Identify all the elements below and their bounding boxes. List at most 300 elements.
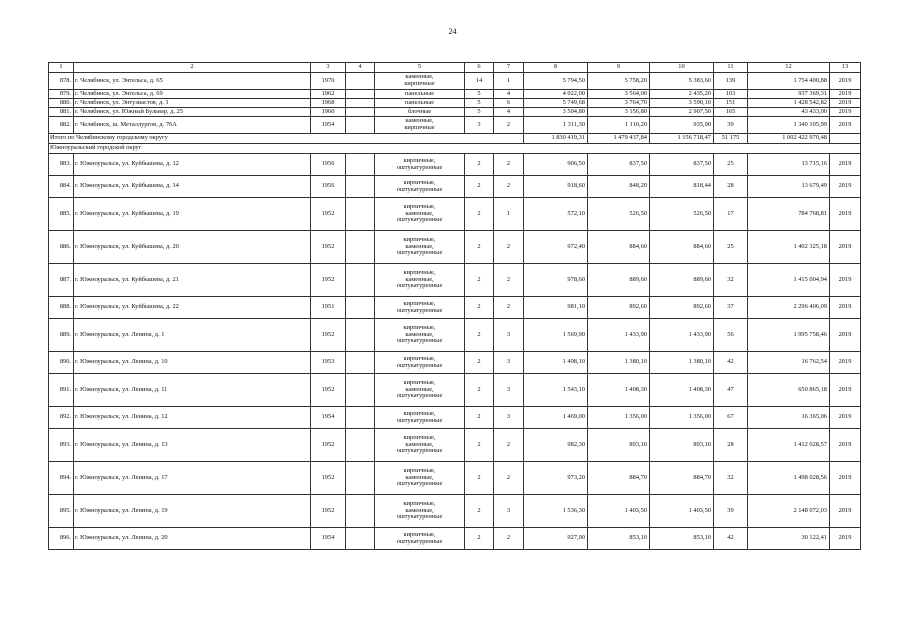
plan-year-cell: 2019 [830,154,861,176]
material-line: кирпичные, [403,378,436,386]
resident-area-cell: 1 356,00 [650,407,714,429]
resident-area-cell: 892,60 [650,297,714,319]
column-header: 1 [49,63,74,73]
plan-year-cell: 2019 [830,99,861,108]
material-line: каменные, [405,506,434,514]
summary-living-area: 1 479 437,84 [588,134,650,144]
empty-cell [346,462,375,495]
year-built-cell: 1952 [311,264,346,297]
year-built-cell: 1951 [311,297,346,319]
column-header: 7 [494,63,524,73]
resident-area-cell: 1 408,30 [650,374,714,407]
cost-cell: 1 498 028,56 [748,462,830,495]
table-row [49,231,861,264]
address-cell: г. Челябинск, ул. Южный Бульвар, д. 25 [74,108,311,117]
wall-material-cell [375,264,465,297]
row-number: 895. [49,495,74,528]
empty-cell [346,319,375,352]
cost-cell: 2 296 406,09 [748,297,830,319]
summary-label: Итого по Челябинскому городскому округу [49,134,524,144]
year-built-cell: 1970 [311,73,346,90]
material-line: оштукатуренные [396,249,443,257]
plan-year-cell: 2019 [830,429,861,462]
summary-cost: 1 002 422 970,48 [748,134,830,144]
summary-resident-area: 1 156 718,47 [650,134,714,144]
material-line: оштукатуренные [396,306,443,314]
total-area-cell: 1 498,10 [524,352,588,374]
entrances-cell: 3 [494,407,524,429]
material-line: оштукатуренные [396,282,443,290]
section-title: Южноуральский городской округ [49,144,861,154]
material-line: кирпичные, [403,178,436,186]
year-built-cell: 1954 [311,407,346,429]
resident-area-cell: 837,50 [650,154,714,176]
total-area-cell: 1 569,90 [524,319,588,352]
cost-cell: 1 415 004,94 [748,264,830,297]
row-number: 887. [49,264,74,297]
residents-cell: 67 [714,407,748,429]
residents-cell: 28 [714,429,748,462]
row-number: 893. [49,429,74,462]
address-cell: г. Южноуральск, ул. Куйбышева, д. 21 [74,264,311,297]
material-line: кирпичные, [403,299,436,307]
floors-cell: 2 [465,495,494,528]
empty-cell [346,154,375,176]
resident-area-cell: 884,70 [650,462,714,495]
material-line: кирпичные [404,124,435,131]
resident-area-cell: 2 907,50 [650,108,714,117]
column-header: 5 [375,63,465,73]
total-area-cell: 972,40 [524,231,588,264]
living-area-cell: 1 403,50 [588,495,650,528]
wall-material-cell [375,176,465,198]
table-row [49,108,861,117]
column-header: 2 [74,63,311,73]
material-line: оштукатуренные [396,416,443,424]
year-built-cell: 1952 [311,319,346,352]
wall-material-cell [375,154,465,176]
plan-year-cell: 2019 [830,297,861,319]
cost-cell: 13 715,16 [748,154,830,176]
residents-cell: 28 [714,176,748,198]
plan-year-cell: 2019 [830,319,861,352]
residents-cell: 139 [714,73,748,90]
material-line: каменные, [405,440,434,448]
table-row [49,407,861,429]
living-area-cell: 1 433,90 [588,319,650,352]
row-number: 889. [49,319,74,352]
year-built-cell: 1952 [311,231,346,264]
empty-cell [346,528,375,550]
resident-area-cell: 893,10 [650,429,714,462]
cost-cell: 1 428 542,82 [748,99,830,108]
residents-cell: 56 [714,319,748,352]
plan-year-cell: 2019 [830,495,861,528]
entrances-cell: 4 [494,108,524,117]
empty-cell [346,264,375,297]
table-row [49,352,861,374]
entrances-cell: 1 [494,73,524,90]
empty-cell [346,117,375,134]
resident-area-cell: 3 590,10 [650,99,714,108]
table-row [49,264,861,297]
address-cell: г. Челябинск, ш. Металлургов, д. 76А [74,117,311,134]
address-cell: г. Южноуральск, ул. Ленина, д. 17 [74,462,311,495]
living-area-cell: 1 356,00 [588,407,650,429]
living-area-cell: 848,20 [588,176,650,198]
wall-material-cell [375,319,465,352]
total-area-cell: 5 749,68 [524,99,588,108]
living-area-cell: 3 156,80 [588,108,650,117]
plan-year-cell: 2019 [830,117,861,134]
column-header: 13 [830,63,861,73]
floors-cell: 2 [465,429,494,462]
cost-cell: 1 412 028,57 [748,429,830,462]
resident-area-cell: 2 435,20 [650,90,714,99]
cost-cell: 43 433,00 [748,108,830,117]
residents-cell: 25 [714,154,748,176]
entrances-cell: 2 [494,429,524,462]
row-number: 888. [49,297,74,319]
living-area-cell: 3 764,70 [588,99,650,108]
total-area-cell: 906,50 [524,154,588,176]
total-area-cell: 572,10 [524,198,588,231]
resident-area-cell: 935,90 [650,117,714,134]
cost-cell: 2 148 072,03 [748,495,830,528]
material-line: кирпичные, [403,354,436,362]
plan-year-cell: 2019 [830,176,861,198]
column-header: 9 [588,63,650,73]
living-area-cell: 853,10 [588,528,650,550]
floors-cell: 2 [465,198,494,231]
address-cell: г. Челябинск, ул. Энгельса, д. 65 [74,73,311,90]
wall-material-cell [375,231,465,264]
row-number: 881. [49,108,74,117]
wall-material-cell [375,462,465,495]
resident-area-cell: 884,60 [650,231,714,264]
living-area-cell: 5 758,20 [588,73,650,90]
material-line: каменные, [405,117,434,125]
floors-cell: 2 [465,462,494,495]
cost-cell: 784 768,81 [748,198,830,231]
floors-cell: 2 [465,176,494,198]
entrances-cell: 3 [494,495,524,528]
floors-cell: 2 [465,154,494,176]
empty-cell [346,374,375,407]
year-built-cell: 1956 [311,176,346,198]
plan-year-cell: 2019 [830,108,861,117]
material-line: каменные, [405,330,434,338]
empty-cell [346,429,375,462]
plan-year-cell: 2019 [830,374,861,407]
entrances-cell: 2 [494,528,524,550]
entrances-cell: 2 [494,117,524,134]
year-built-cell: 1956 [311,154,346,176]
material-line: блочные [407,107,432,115]
resident-area-cell: 5 383,60 [650,73,714,90]
year-built-cell: 1954 [311,117,346,134]
address-cell: г. Южноуральск, ул. Ленина, д. 11 [74,374,311,407]
living-area-cell: 889,60 [588,264,650,297]
address-cell: г. Южноуральск, ул. Ленина, д. 19 [74,495,311,528]
floors-cell: 2 [465,352,494,374]
floors-cell: 2 [465,231,494,264]
total-area-cell: 1 536,30 [524,495,588,528]
chelyabinsk-rows [49,73,861,134]
year-built-cell: 1962 [311,90,346,99]
floors-cell: 14 [465,73,494,90]
total-area-cell: 1 543,10 [524,374,588,407]
empty-cell [346,73,375,90]
entrances-cell: 4 [494,90,524,99]
table-row [49,176,861,198]
column-header: 3 [311,63,346,73]
address-cell: г. Южноуральск, ул. Куйбышева, д. 22 [74,297,311,319]
summary-total-area: 1 830 419,31 [524,134,588,144]
row-number: 879. [49,90,74,99]
living-area-cell: 837,50 [588,154,650,176]
resident-area-cell: 1 403,50 [650,495,714,528]
wall-material-cell [375,528,465,550]
row-number: 883. [49,154,74,176]
wall-material-cell [375,495,465,528]
year-built-cell: 1953 [311,352,346,374]
table-row [49,374,861,407]
cost-cell: 1 402 325,18 [748,231,830,264]
housing-register-table [48,62,861,550]
empty-cell [346,90,375,99]
resident-area-cell: 853,10 [650,528,714,550]
table-row [49,462,861,495]
section-row [49,144,861,154]
table-row [49,297,861,319]
total-area-cell: 982,30 [524,429,588,462]
wall-material-cell [375,374,465,407]
material-line: каменные, [405,385,434,393]
plan-year-cell: 2019 [830,462,861,495]
year-built-cell: 1960 [311,108,346,117]
resident-area-cell: 526,50 [650,198,714,231]
plan-year-cell: 2019 [830,407,861,429]
cost-cell: 16 762,54 [748,352,830,374]
plan-year-cell: 2019 [830,264,861,297]
residents-cell: 39 [714,117,748,134]
material-line: оштукатуренные [396,392,443,400]
resident-area-cell: 1 433,90 [650,319,714,352]
floors-cell: 5 [465,108,494,117]
address-cell: г. Южноуральск, ул. Куйбышева, д. 19 [74,198,311,231]
floors-cell: 2 [465,528,494,550]
empty-cell [346,352,375,374]
material-line: каменные, [405,209,434,217]
material-line: кирпичные, [403,268,436,276]
table-row [49,528,861,550]
living-area-cell: 526,50 [588,198,650,231]
table-row [49,154,861,176]
total-area-cell: 918,60 [524,176,588,198]
wall-material-cell [375,407,465,429]
material-line: оштукатуренные [396,480,443,488]
cost-cell: 1 340 105,99 [748,117,830,134]
wall-material-cell [375,90,465,99]
material-line: каменные, [405,242,434,250]
plan-year-cell: 2019 [830,90,861,99]
resident-area-cell: 889,60 [650,264,714,297]
empty-cell [346,108,375,117]
table-row [49,90,861,99]
row-number: 886. [49,231,74,264]
table-row [49,99,861,108]
address-cell: г. Южноуральск, ул. Куйбышева, д. 12 [74,154,311,176]
material-line: кирпичные, [403,499,436,507]
column-header: 6 [465,63,494,73]
material-line: кирпичные, [403,202,436,210]
material-line: оштукатуренные [396,185,443,193]
entrances-cell: 2 [494,154,524,176]
entrances-cell: 2 [494,264,524,297]
residents-cell: 151 [714,99,748,108]
table-row [49,73,861,90]
cost-cell: 13 679,49 [748,176,830,198]
material-line: кирпичные [404,80,435,87]
plan-year-cell: 2019 [830,198,861,231]
row-number: 894. [49,462,74,495]
residents-cell: 42 [714,528,748,550]
residents-cell: 37 [714,297,748,319]
row-number: 885. [49,198,74,231]
residents-cell: 42 [714,352,748,374]
address-cell: г. Южноуральск, ул. Ленина, д. 10 [74,352,311,374]
material-line: кирпичные, [403,466,436,474]
empty-cell [346,495,375,528]
residents-cell: 39 [714,495,748,528]
material-line: оштукатуренные [396,513,443,521]
material-line: кирпичные, [403,433,436,441]
empty-cell [346,231,375,264]
residents-cell: 25 [714,231,748,264]
column-number-row [49,63,861,73]
material-line: оштукатуренные [396,537,443,545]
residents-cell: 17 [714,198,748,231]
address-cell: г. Южноуральск, ул. Ленина, д. 1 [74,319,311,352]
summary-empty-cell [830,134,861,144]
address-cell: г. Челябинск, ул. Энтузиастов, д. 1 [74,99,311,108]
plan-year-cell: 2019 [830,231,861,264]
entrances-cell: 3 [494,319,524,352]
material-line: каменные, [405,73,434,81]
address-cell: г. Челябинск, ул. Энгельса, д. 69 [74,90,311,99]
table-row [49,198,861,231]
entrances-cell: 3 [494,352,524,374]
cost-cell: 650 865,18 [748,374,830,407]
wall-material-cell [375,117,465,134]
cost-cell: 1 995 758,46 [748,319,830,352]
table-row [49,429,861,462]
row-number: 890. [49,352,74,374]
living-area-cell: 892,60 [588,297,650,319]
row-number: 896. [49,528,74,550]
column-header: 10 [650,63,714,73]
residents-cell: 32 [714,462,748,495]
table-row [49,495,861,528]
residents-cell: 165 [714,108,748,117]
floors-cell: 5 [465,99,494,108]
year-built-cell: 1952 [311,429,346,462]
wall-material-cell [375,99,465,108]
total-area-cell: 4 022,00 [524,90,588,99]
row-number: 891. [49,374,74,407]
floors-cell: 2 [465,264,494,297]
wall-material-cell [375,297,465,319]
total-area-cell: 981,10 [524,297,588,319]
year-built-cell: 1952 [311,374,346,407]
entrances-cell: 2 [494,231,524,264]
wall-material-cell [375,73,465,90]
living-area-cell: 884,60 [588,231,650,264]
empty-cell [346,407,375,429]
entrances-cell: 6 [494,99,524,108]
residents-cell: 32 [714,264,748,297]
address-cell: г. Южноуральск, ул. Куйбышева, д. 14 [74,176,311,198]
cost-cell: 937 369,31 [748,90,830,99]
empty-cell [346,99,375,108]
floors-cell: 2 [465,407,494,429]
cost-cell: 30 122,41 [748,528,830,550]
resident-area-cell: 818,44 [650,176,714,198]
living-area-cell: 1 110,20 [588,117,650,134]
empty-cell [346,297,375,319]
residents-cell: 47 [714,374,748,407]
row-number: 884. [49,176,74,198]
residents-cell: 103 [714,90,748,99]
wall-material-cell [375,198,465,231]
cost-cell: 16 365,06 [748,407,830,429]
living-area-cell: 893,10 [588,429,650,462]
material-line: оштукатуренные [396,337,443,345]
yuzhnouralsk-rows [49,154,861,550]
year-built-cell: 1968 [311,99,346,108]
page-number: 24 [448,27,457,36]
plan-year-cell: 2019 [830,73,861,90]
summary-section [49,134,861,154]
material-line: кирпичные, [403,530,436,538]
resident-area-cell: 1 380,10 [650,352,714,374]
living-area-cell: 3 564,00 [588,90,650,99]
total-area-cell: 973,20 [524,462,588,495]
floors-cell: 2 [465,319,494,352]
entrances-cell: 2 [494,462,524,495]
wall-material-cell [375,352,465,374]
empty-cell [346,198,375,231]
living-area-cell: 884,70 [588,462,650,495]
address-cell: г. Южноуральск, ул. Куйбышева, д. 20 [74,231,311,264]
entrances-cell: 3 [494,374,524,407]
cost-cell: 1 754 400,88 [748,73,830,90]
floors-cell: 2 [465,297,494,319]
material-line: кирпичные, [403,409,436,417]
material-line: оштукатуренные [396,361,443,369]
material-line: каменные, [405,473,434,481]
entrances-cell: 2 [494,297,524,319]
floors-cell: 3 [465,117,494,134]
total-area-cell: 5 794,50 [524,73,588,90]
wall-material-cell [375,108,465,117]
living-area-cell: 1 380,10 [588,352,650,374]
total-area-cell: 927,00 [524,528,588,550]
material-line: кирпичные, [403,235,436,243]
row-number: 880. [49,99,74,108]
year-built-cell: 1954 [311,528,346,550]
